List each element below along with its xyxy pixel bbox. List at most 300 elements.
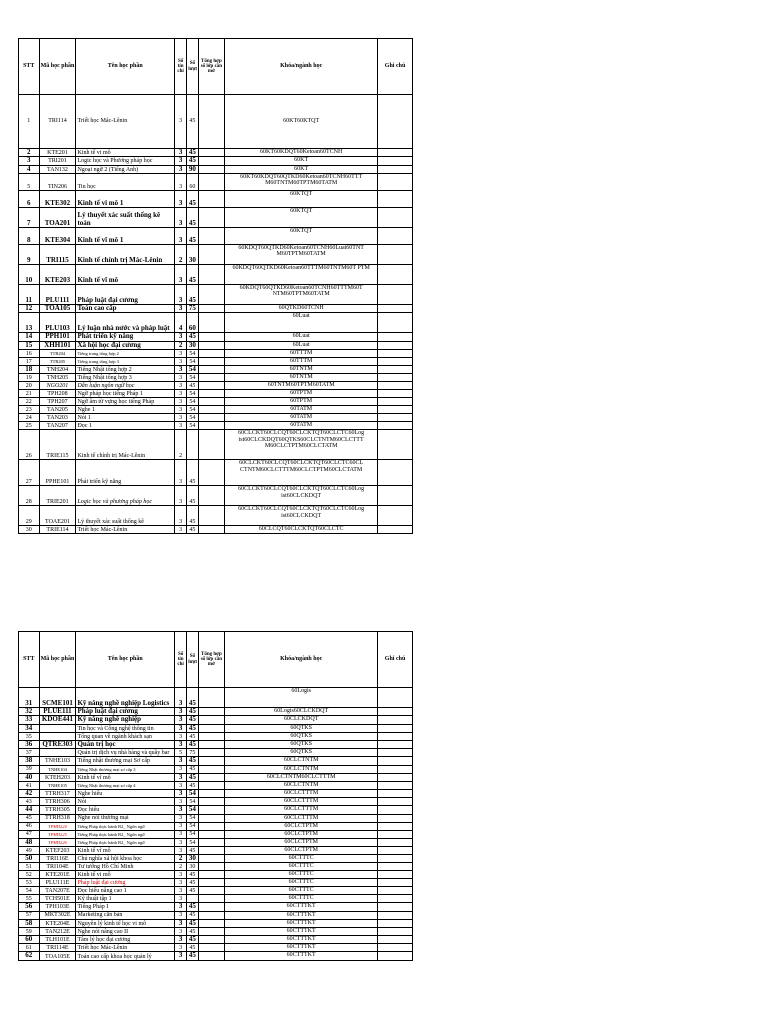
course-name-cell: Triết học Mác-Lênin [76,95,175,149]
stt-cell: 18 [19,366,40,374]
department-cell: 60CLCQT60CLCKTQT60CLCTC [225,526,378,534]
total-classes-cell [198,406,225,414]
credits-cell: 3 [174,847,186,855]
course-table-1 [18,38,413,534]
department-cell: 60KT60KDQT60Ketoan60TCNH [225,149,378,157]
students-cell: 45 [187,526,198,534]
course-code-cell: TCH501E [39,895,76,903]
total-classes-cell [198,208,225,228]
credits-cell: 3 [174,460,186,486]
total-classes-cell [198,919,225,927]
credits-cell: 3 [174,822,186,830]
note-cell [378,765,413,773]
stt-cell: 36 [19,741,40,749]
table-row [19,895,413,903]
stt-cell: 34 [19,724,40,732]
course-name-cell: Logic học và phương pháp học [76,486,175,506]
course-code-cell: TPHH226 [39,838,76,846]
table-row [19,928,413,936]
total-classes-cell [198,814,225,822]
table-row [19,390,413,398]
credits-cell: 3 [174,773,186,781]
department-cell: 60CLCTNTM60CLCTTTM [225,773,378,781]
students-cell: 45 [187,773,198,781]
course-code-cell: TNHE104 [39,765,76,773]
note-cell [378,822,413,830]
table-row [19,790,413,798]
table-row [19,765,413,773]
stt-cell: 22 [19,398,40,406]
credits-cell: 3 [174,422,186,430]
course-code-cell: TOA105 [39,305,76,313]
total-classes-cell [198,855,225,863]
table-row [19,688,413,708]
table-header-row [19,39,413,95]
students-cell: 45 [187,903,198,911]
stt-cell: 44 [19,806,40,814]
stt-cell: 39 [19,765,40,773]
total-classes-cell [198,265,225,285]
total-classes-cell [198,422,225,430]
note-cell [378,928,413,936]
credits-cell: 3 [174,95,186,149]
credits-cell: 3 [174,952,186,960]
course-name-cell: Kinh tế vi mô [76,871,175,879]
credits-cell: 3 [174,757,186,765]
course-name-cell: Pháp luật đại cương [76,285,175,305]
course-name-cell: Kinh tế vi mô [76,149,175,157]
students-cell: 45 [187,741,198,749]
department-cell: 60QTKS [225,724,378,732]
course-name-cell: Nghe nói thương mại [76,814,175,822]
stt-cell: 32 [19,708,40,716]
students-cell: 45 [187,460,198,486]
course-name-cell: Dẫn luận ngôn ngữ học [76,382,175,390]
students-cell: 54 [187,398,198,406]
stt-cell: 24 [19,414,40,422]
stt-cell: 26 [19,430,40,460]
credits-cell: 3 [174,765,186,773]
course-name-cell: Tiếng Nhật tổng hợp 2 [76,366,175,374]
course-name-cell: Chủ nghĩa xã hội khoa học [76,855,175,863]
students-cell: 54 [187,358,198,366]
course-code-cell: PLUE111 [39,708,76,716]
table-row [19,944,413,952]
department-cell: 60KDQT60QTKD60Ketoan60TCNH60TTTM60T NTM60TPTM60TATM [225,285,378,305]
department-cell: 60TATM [225,422,378,430]
credits-cell: 3 [174,830,186,838]
course-name-cell: Tiếng Pháp thực hành B2_ Ngôn ngữ [76,830,175,838]
stt-cell: 29 [19,506,40,526]
credits-cell: 3 [174,708,186,716]
credits-cell: 3 [174,871,186,879]
credits-cell: 3 [174,228,186,245]
course-name-cell: Kinh tế chính trị Mác-Lênin [76,430,175,460]
table-row [19,741,413,749]
credits-cell: 3 [174,887,186,895]
table-row [19,708,413,716]
course-code-cell: TAN207 [39,422,76,430]
course-code-cell: KDOE441 [39,716,76,724]
students-cell: 75 [187,749,198,757]
course-name-cell: Tiếng Nhật tổng hợp 3 [76,374,175,382]
note-cell [378,398,413,406]
students-cell: 45 [187,333,198,341]
students-cell: 45 [187,716,198,724]
students-cell: 45 [187,765,198,773]
total-classes-cell [198,414,225,422]
stt-cell: 11 [19,285,40,305]
students-cell: 30 [187,245,198,265]
total-classes-cell [198,228,225,245]
course-name-cell: Nghe nói nâng cao II [76,928,175,936]
stt-cell: 58 [19,919,40,927]
students-cell: 54 [187,422,198,430]
note-cell [378,887,413,895]
total-classes-cell [198,95,225,149]
note-cell [378,936,413,944]
department-cell: 60KT60KDQT60QTKD60Ketoan60TCNH60TTT M60TNTM60TPTM60TATM [225,174,378,191]
course-name-cell: Kỹ thuật tập 1 [76,895,175,903]
department-cell: 60CLCKT60CLCQT60CLCKTQT60CLCTC60Log ist60CLCKDQT60QTKS60CLCTNTM60CLCTTT M60CLCTPTM60CLCTATM [225,430,378,460]
students-cell: 45 [187,911,198,919]
course-code-cell: PLU111E [39,879,76,887]
department-cell: 60QTKS [225,749,378,757]
department-cell: 60KTQT [225,191,378,208]
course-code-cell: KTE302 [39,191,76,208]
department-cell: 60CLCTPTM [225,830,378,838]
course-name-cell: Tiếng Pháp thực hành B2_ Ngôn ngữ [76,822,175,830]
course-name-cell: Xã hội học đại cương [76,341,175,349]
course-code-cell: TAN132 [39,165,76,173]
department-cell: 60Luat [225,333,378,341]
table-row [19,208,413,228]
table-row [19,782,413,790]
table-row [19,887,413,895]
department-cell: 60CTTTKT [225,944,378,952]
course-code-cell: TPH207 [39,398,76,406]
students-cell: 45 [187,919,198,927]
course-name-cell: Marketing căn bản [76,911,175,919]
stt-cell: 27 [19,460,40,486]
course-name-cell: Ngữ âm từ vựng học tiếng Pháp [76,398,175,406]
total-classes-cell [198,486,225,506]
course-name-cell: Nghe 1 [76,406,175,414]
stt-cell: 13 [19,313,40,333]
table-row [19,285,413,305]
table-row [19,406,413,414]
students-cell: 45 [187,228,198,245]
course-name-cell: Lý luận nhà nước và pháp luật [76,313,175,333]
department-cell: 60CLCTNTM [225,765,378,773]
credits-cell: 3 [174,149,186,157]
department-cell: 60TPTM [225,398,378,406]
department-cell: 60CTTTC [225,863,378,871]
total-classes-cell [198,863,225,871]
course-code-cell: TAN207E [39,887,76,895]
stt-cell: 12 [19,305,40,313]
note-cell [378,486,413,506]
stt-cell: 49 [19,847,40,855]
course-name-cell: Tiếng Nhật thương mại sơ cấp 3 [76,765,175,773]
course-code-cell: KTEF203 [39,847,76,855]
department-cell: 60CLCTNTM [225,782,378,790]
credits-cell: 3 [174,208,186,228]
note-cell [378,919,413,927]
course-code-cell: TTR205 [39,358,76,366]
total-classes-cell [198,830,225,838]
credits-cell: 3 [174,374,186,382]
total-classes-cell [198,741,225,749]
total-classes-cell [198,944,225,952]
total-classes-cell [198,382,225,390]
department-cell: 60CLCTPTM [225,822,378,830]
credits-cell: 3 [174,398,186,406]
note-cell [378,847,413,855]
department-cell: 60CLCKT60CLCQT60CLCKTQT60CLCTC60Log ist60CLCKDQT [225,486,378,506]
note-cell [378,952,413,960]
department-cell: 60TNTM [225,366,378,374]
header-credits: Số tín chỉ [174,632,186,688]
course-name-cell: Tiếng trung tổng hợp 2 [76,350,175,358]
course-code-cell [39,733,76,741]
department-cell: 60TNTM60TPTM60TATM [225,382,378,390]
course-code-cell: TRIE201 [39,486,76,506]
course-code-cell: MKT302E [39,911,76,919]
students-cell [187,895,198,903]
course-name-cell: Lý thuyết xác suất thống kê [76,506,175,526]
stt-cell: 15 [19,341,40,349]
stt-cell: 30 [19,526,40,534]
students-cell: 45 [187,952,198,960]
note-cell [378,174,413,191]
total-classes-cell [198,903,225,911]
stt-cell: 52 [19,871,40,879]
stt-cell: 23 [19,406,40,414]
department-cell: 60CTTTKT [225,928,378,936]
students-cell: 45 [187,936,198,944]
credits-cell: 3 [174,285,186,305]
course-code-cell: TTRH306 [39,798,76,806]
credits-cell: 3 [174,305,186,313]
note-cell [378,708,413,716]
table-row [19,486,413,506]
header-students: Số lượt [187,39,198,95]
table-row [19,863,413,871]
note-cell [378,773,413,781]
students-cell: 45 [187,724,198,732]
table-row [19,149,413,157]
department-cell: 60CTTTKT [225,919,378,927]
course-name-cell: Kỹ năng nghề nghiệp Logistics [76,688,175,708]
total-classes-cell [198,688,225,708]
department-cell: 60CTTTC [225,871,378,879]
total-classes-cell [198,149,225,157]
table-row [19,814,413,822]
stt-cell: 25 [19,422,40,430]
course-name-cell: Đọc hiểu [76,806,175,814]
total-classes-cell [198,790,225,798]
credits-cell: 5 [174,749,186,757]
total-classes-cell [198,724,225,732]
course-name-cell: Pháp luật đại cương [76,879,175,887]
stt-cell: 35 [19,733,40,741]
total-classes-cell [198,887,225,895]
note-cell [378,911,413,919]
note-cell [378,305,413,313]
department-cell: 60KDQT60QTKD60Ketoan60TTTM60TNTM60T PTM [225,265,378,285]
note-cell [378,208,413,228]
course-code-cell: PLU111 [39,285,76,305]
note-cell [378,838,413,846]
note-cell [378,855,413,863]
course-code-cell: TRI104E [39,863,76,871]
department-cell: 60Luat [225,313,378,333]
table-row [19,366,413,374]
course-name-cell: Tin học và Công nghệ thông tin [76,724,175,732]
stt-cell: 4 [19,165,40,173]
course-code-cell [39,749,76,757]
note-cell [378,526,413,534]
header-note: Ghi chú [378,39,413,95]
department-cell: 60CTTTC [225,895,378,903]
course-name-cell: Nói [76,798,175,806]
course-code-cell: TNH205 [39,374,76,382]
table-row [19,174,413,191]
department-cell: 60CLCTTTM [225,806,378,814]
table-row [19,879,413,887]
course-code-cell: TRI114 [39,95,76,149]
table-row [19,382,413,390]
students-cell: 30 [187,341,198,349]
students-cell: 30 [187,863,198,871]
course-code-cell: TPH103E [39,903,76,911]
table-row [19,903,413,911]
note-cell [378,903,413,911]
credits-cell: 3 [174,486,186,506]
course-name-cell: Tiếng trung tổng hợp 3 [76,358,175,366]
total-classes-cell [198,773,225,781]
table-row [19,749,413,757]
course-name-cell: Kinh tế vĩ mô 1 [76,228,175,245]
credits-cell: 3 [174,406,186,414]
credits-cell: 2 [174,863,186,871]
stt-cell: 51 [19,863,40,871]
department-cell: 60CLCTPTM [225,847,378,855]
students-cell: 54 [187,798,198,806]
note-cell [378,382,413,390]
students-cell: 54 [187,350,198,358]
department-cell: 60QTKS [225,741,378,749]
students-cell: 54 [187,374,198,382]
note-cell [378,460,413,486]
stt-cell: 10 [19,265,40,285]
course-code-cell: TNH204 [39,366,76,374]
note-cell [378,341,413,349]
students-cell: 45 [187,871,198,879]
table-row [19,855,413,863]
stt-cell: 8 [19,228,40,245]
total-classes-cell [198,350,225,358]
header-dept: Khóa/ngành học [225,39,378,95]
students-cell: 60 [187,313,198,333]
stt-cell: 1 [19,95,40,149]
stt-cell: 50 [19,855,40,863]
stt-cell: 31 [19,688,40,708]
total-classes-cell [198,911,225,919]
note-cell [378,358,413,366]
credits-cell: 2 [174,430,186,460]
stt-cell: 54 [19,887,40,895]
students-cell: 54 [187,838,198,846]
total-classes-cell [198,952,225,960]
department-cell: 60TTTM [225,358,378,366]
note-cell [378,191,413,208]
credits-cell: 3 [174,806,186,814]
credits-cell: 3 [174,790,186,798]
course-code-cell: TIN206 [39,174,76,191]
course-name-cell: Tư tưởng Hồ Chí Minh [76,863,175,871]
total-classes-cell [198,782,225,790]
credits-cell: 3 [174,333,186,341]
students-cell: 45 [187,887,198,895]
course-name-cell: Toán cao cấp khoa học quản lý [76,952,175,960]
credits-cell: 3 [174,798,186,806]
note-cell [378,430,413,460]
students-cell: 45 [187,506,198,526]
course-name-cell: Quản trị dịch vụ nhà hàng và quầy bar [76,749,175,757]
note-cell [378,741,413,749]
students-cell: 45 [187,733,198,741]
students-cell: 45 [187,879,198,887]
table-row [19,871,413,879]
course-code-cell: KTE204E [39,919,76,927]
total-classes-cell [198,765,225,773]
course-code-cell: TTR204 [39,350,76,358]
stt-cell: 37 [19,749,40,757]
students-cell: 54 [187,822,198,830]
note-cell [378,165,413,173]
course-name-cell: Phát triển kỹ năng [76,460,175,486]
credits-cell: 3 [174,895,186,903]
note-cell [378,414,413,422]
credits-cell: 3 [174,879,186,887]
course-name-cell: Kinh tế chính trị Mác-Lênin [76,245,175,265]
course-name-cell: Pháp luật đại cương [76,708,175,716]
course-code-cell: TTRH305 [39,806,76,814]
course-code-cell: TRI114E [39,944,76,952]
department-cell: 60CTTTKT [225,936,378,944]
table-row [19,430,413,460]
students-cell: 45 [187,757,198,765]
stt-cell: 53 [19,879,40,887]
department-cell: 60TNTM [225,374,378,382]
course-name-cell: Phát triển kỹ năng [76,333,175,341]
total-classes-cell [198,460,225,486]
total-classes-cell [198,174,225,191]
students-cell: 54 [187,390,198,398]
students-cell: 30 [187,855,198,863]
stt-cell: 6 [19,191,40,208]
header-stt: STT [19,39,40,95]
department-cell: 60CTTTKT [225,911,378,919]
total-classes-cell [198,749,225,757]
students-cell: 45 [187,944,198,952]
course-code-cell: TOAE201 [39,506,76,526]
department-cell: 60TATM [225,406,378,414]
course-code-cell: TNHE103 [39,757,76,765]
department-cell: 60TPTM [225,390,378,398]
